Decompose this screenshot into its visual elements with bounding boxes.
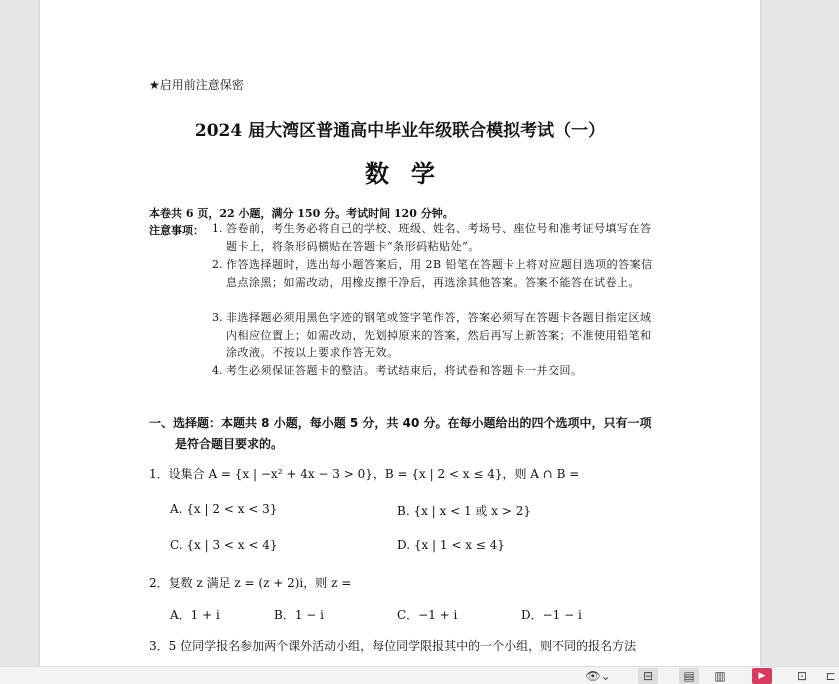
fit-width-button[interactable] <box>822 668 839 684</box>
two-page-button[interactable] <box>710 668 730 684</box>
fit-width-icon: ⊏ <box>825 669 836 683</box>
exam-title: 2024 届大湾区普通高中毕业年级联合模拟考试（一） <box>194 121 606 141</box>
question-2-option-b: B．1 − i <box>274 608 324 622</box>
eye-icon: 👁 <box>585 669 601 683</box>
two-page-icon: ▥ <box>714 669 726 683</box>
subject-title: 数学 <box>365 159 457 188</box>
viewer-toolbar <box>0 666 839 684</box>
note-text: 答卷前，考生务必将自己的学校、班级、姓名、考场号、座位号和准考证号填写在答题卡上，将条形码横贴在答题卡“条形码粘贴处”。 <box>226 222 652 253</box>
note-item <box>212 256 672 308</box>
slideshow-button[interactable] <box>752 668 772 684</box>
single-page-button[interactable] <box>679 668 699 684</box>
note-item <box>212 220 672 256</box>
section-heading-line1: 一、选择题：本题共 8 小题，每小题 5 分，共 40 分。在每小题给出的四个选项中，只有一项 <box>149 416 652 430</box>
note-text: 非选择题必须用黑色字迹的钢笔或签字笔作答，答案必须写在答题卡各题目指定区域内相应位置上；如需改动，先划掉原来的答案，然后再写上新答案；不准使用铅笔和涂改液。不按以上要求作答无效。 <box>226 311 652 359</box>
question-1-stem: 1．设集合 A = {x | −x² + 4x − 3 > 0}，B = {x | 2 < x ≤ 4}，则 A ∩ B = <box>149 467 580 481</box>
notes-label: 注意事项： <box>149 224 204 237</box>
section-heading <box>149 413 659 455</box>
single-page-icon: ▤ <box>683 669 695 683</box>
question-1-option-c: C. {x | 3 < x < 4} <box>170 538 278 552</box>
note-number: 3. <box>212 311 223 324</box>
question-2-option-a: A．1 + i <box>170 608 220 622</box>
question-1-option-d: D. {x | 1 < x ≤ 4} <box>397 538 505 552</box>
note-text: 考生必须保证答题卡的整洁。考试结束后，将试卷和答题卡一并交回。 <box>226 364 583 377</box>
question-2-option-d: D．−1 − i <box>521 608 582 622</box>
note-item <box>212 309 672 361</box>
note-number: 1. <box>212 222 223 235</box>
note-item <box>212 362 672 380</box>
question-2-stem: 2．复数 z 满足 z = (z + 2)i，则 z = <box>149 576 352 590</box>
confidential-notice: ★启用前注意保密 <box>149 78 244 92</box>
note-number: 2. <box>212 258 223 271</box>
note-text: 作答选择题时，选出每小题答案后，用 2B 铅笔在答题卡上将对应题目选项的答案信息点涂黑；如需改动，用橡皮擦干净后，再选涂其他答案。答案不能答在试卷上。 <box>226 258 653 289</box>
view-mode-dropdown[interactable] <box>583 668 613 684</box>
continuous-scroll-button[interactable] <box>638 668 658 684</box>
exam-summary: 本卷共 6 页，22 小题，满分 150 分。考试时间 120 分钟。 <box>149 207 454 220</box>
chevron-down-icon: ⌄ <box>600 669 611 683</box>
section-heading-line2: 是符合题目要求的。 <box>175 437 284 451</box>
note-number: 4. <box>212 364 223 377</box>
question-3-stem: 3．5 位同学报名参加两个课外活动小组，每位同学限报其中的一个小组，则不同的报名方法 <box>149 639 637 653</box>
document-page <box>40 0 760 666</box>
question-1-option-a: A. {x | 2 < x < 3} <box>170 502 278 516</box>
fit-page-icon: ⊡ <box>796 669 808 683</box>
question-1-option-b: B. {x | x < 1 或 x > 2} <box>397 504 531 518</box>
continuous-scroll-icon: ⊟ <box>642 669 654 683</box>
play-icon: ▶ <box>758 671 766 681</box>
fit-page-button[interactable] <box>792 668 812 684</box>
question-2-option-c: C．−1 + i <box>397 608 458 622</box>
